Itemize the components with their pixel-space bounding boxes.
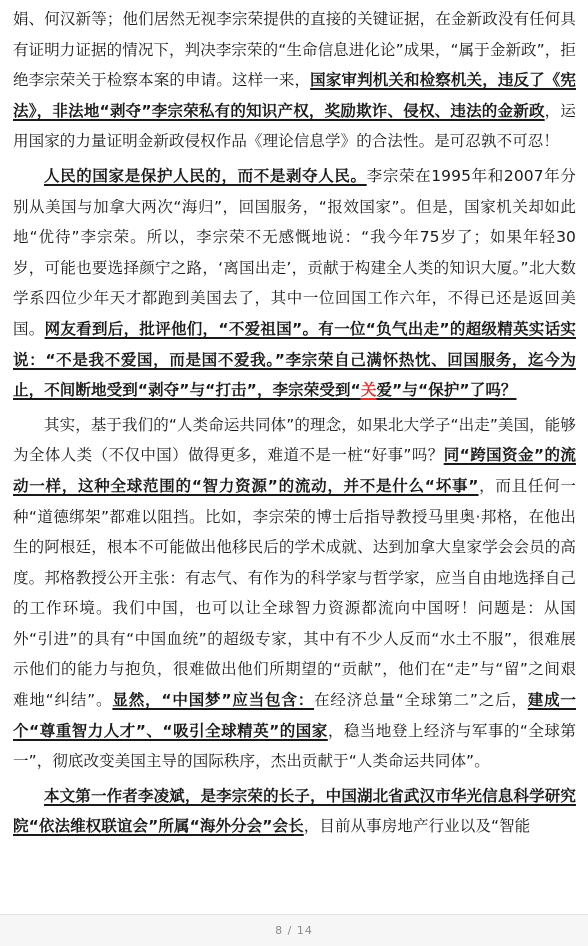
emphasized-text-run: 爱”与“保护”了吗？ bbox=[376, 381, 517, 400]
text-run: ，而且任何一种“道德绑架”都难以阻挡。比如，李宗荣的博士后指导教授马里奥·邦格，在他出生的阿根廷，根本不可能做出他移民后的学术成就、达到加拿大皇家学会会员的高度。邦格教授公开主张：有志气、有作为的科学家与哲学家，应当自由地选择自己的工作环境。我们中国，也可以让全球智力资源都流向中国呀！问题是：从国外“引进”的具有“中国血统”的超级专家，其中有不少人反而“水土不服”，很难展示他们的能力与抱负，很难做出他们所期望的“贡献”，他们在“走”与“留”之间艰难地“纠结”。 bbox=[13, 476, 576, 710]
emphasized-text-run: 网友看到后，批评他们，“不爱祖国”。有一位“负气出走”的超级精英实话实说：“不是我不爱国，而是国不爱我。”李宗荣自己满怀热忱、回国服务，迄今为止，不间断地受到“剥夺”与“打击”，李宗荣受到“ bbox=[13, 319, 576, 400]
text-run: 李宗荣在1995年和2007年分别从美国与加拿大两次“海归”，回国服务，“报效国家”。但是，国家机关却如此地“优待”李宗荣。所以，李宗荣不无感慨地说：“我今年75岁了；如果年轻30岁，可能也要选择颜宁之路，‘离国出走’，贡献于构建全人类的知识大厦。”北大数学系四位少年天才都跑到美国去了，其中一位回国工作六年，不得已还是返回美国。 bbox=[13, 166, 576, 338]
emphasized-text-run: 关 bbox=[360, 381, 377, 400]
text-run: ，目前从事房地产行业以及“智能 bbox=[303, 817, 531, 836]
page-number-label: 8 / 14 bbox=[275, 924, 313, 937]
paragraph bbox=[13, 161, 576, 406]
emphasized-text-run: 同“跨国资金”的流动一样，这种全球范围的“智力资源”的流动，并不是什么“坏事” bbox=[13, 446, 576, 495]
text-run: 在经济总量“全球第二”之后， bbox=[314, 691, 528, 710]
emphasized-text-run: 建成一个“尊重智力人才”、“吸引全球精英”的国家 bbox=[13, 691, 576, 740]
paragraph bbox=[13, 410, 576, 777]
emphasized-text-run: 显然，“中国梦”应当包含： bbox=[112, 691, 315, 710]
text-run: ，运用国家的力量证明金新政侵权作品《理论信息学》的合法性。是可忍孰不可忍！ bbox=[13, 101, 576, 151]
paragraph bbox=[13, 781, 576, 842]
page-indicator bbox=[0, 914, 588, 946]
text-run: ，稳当地登上经济与军事的“全球第一”，彻底改变美国主导的国际秩序，杰出贡献于“人类命运共同体”。 bbox=[13, 721, 576, 771]
text-run: 其实，基于我们的“人类命运共同体”的理念，如果北大学子“出走”美国，能够为全体人类（不仅中国）做得更多，难道不是一桩“好事”吗？ bbox=[13, 415, 576, 465]
paragraph bbox=[13, 4, 576, 157]
emphasized-text-run: 人民的国家是保护人民的，而不是剥夺人民。 bbox=[44, 166, 367, 185]
text-run: 娟、何汉新等；他们居然无视李宗荣提供的直接的关键证据，在金新政没有任何具有证明力证据的情况下，判决李宗荣的“生命信息进化论”成果，“属于金新政”，拒绝李宗荣关于检察本案的申请。这样一来， bbox=[13, 10, 576, 90]
emphasized-text-run: 本文第一作者李凌斌，是李宗荣的长子，中国湖北省武汉市华光信息科学研究院“依法维权联谊会”所属“海外分会”会长 bbox=[13, 786, 576, 836]
emphasized-text-run: 国家审判机关和检察机关，违反了《宪法》，非法地“剥夺”李宗荣私有的知识产权，奖励欺诈、侵权、违法的金新政 bbox=[13, 71, 576, 120]
